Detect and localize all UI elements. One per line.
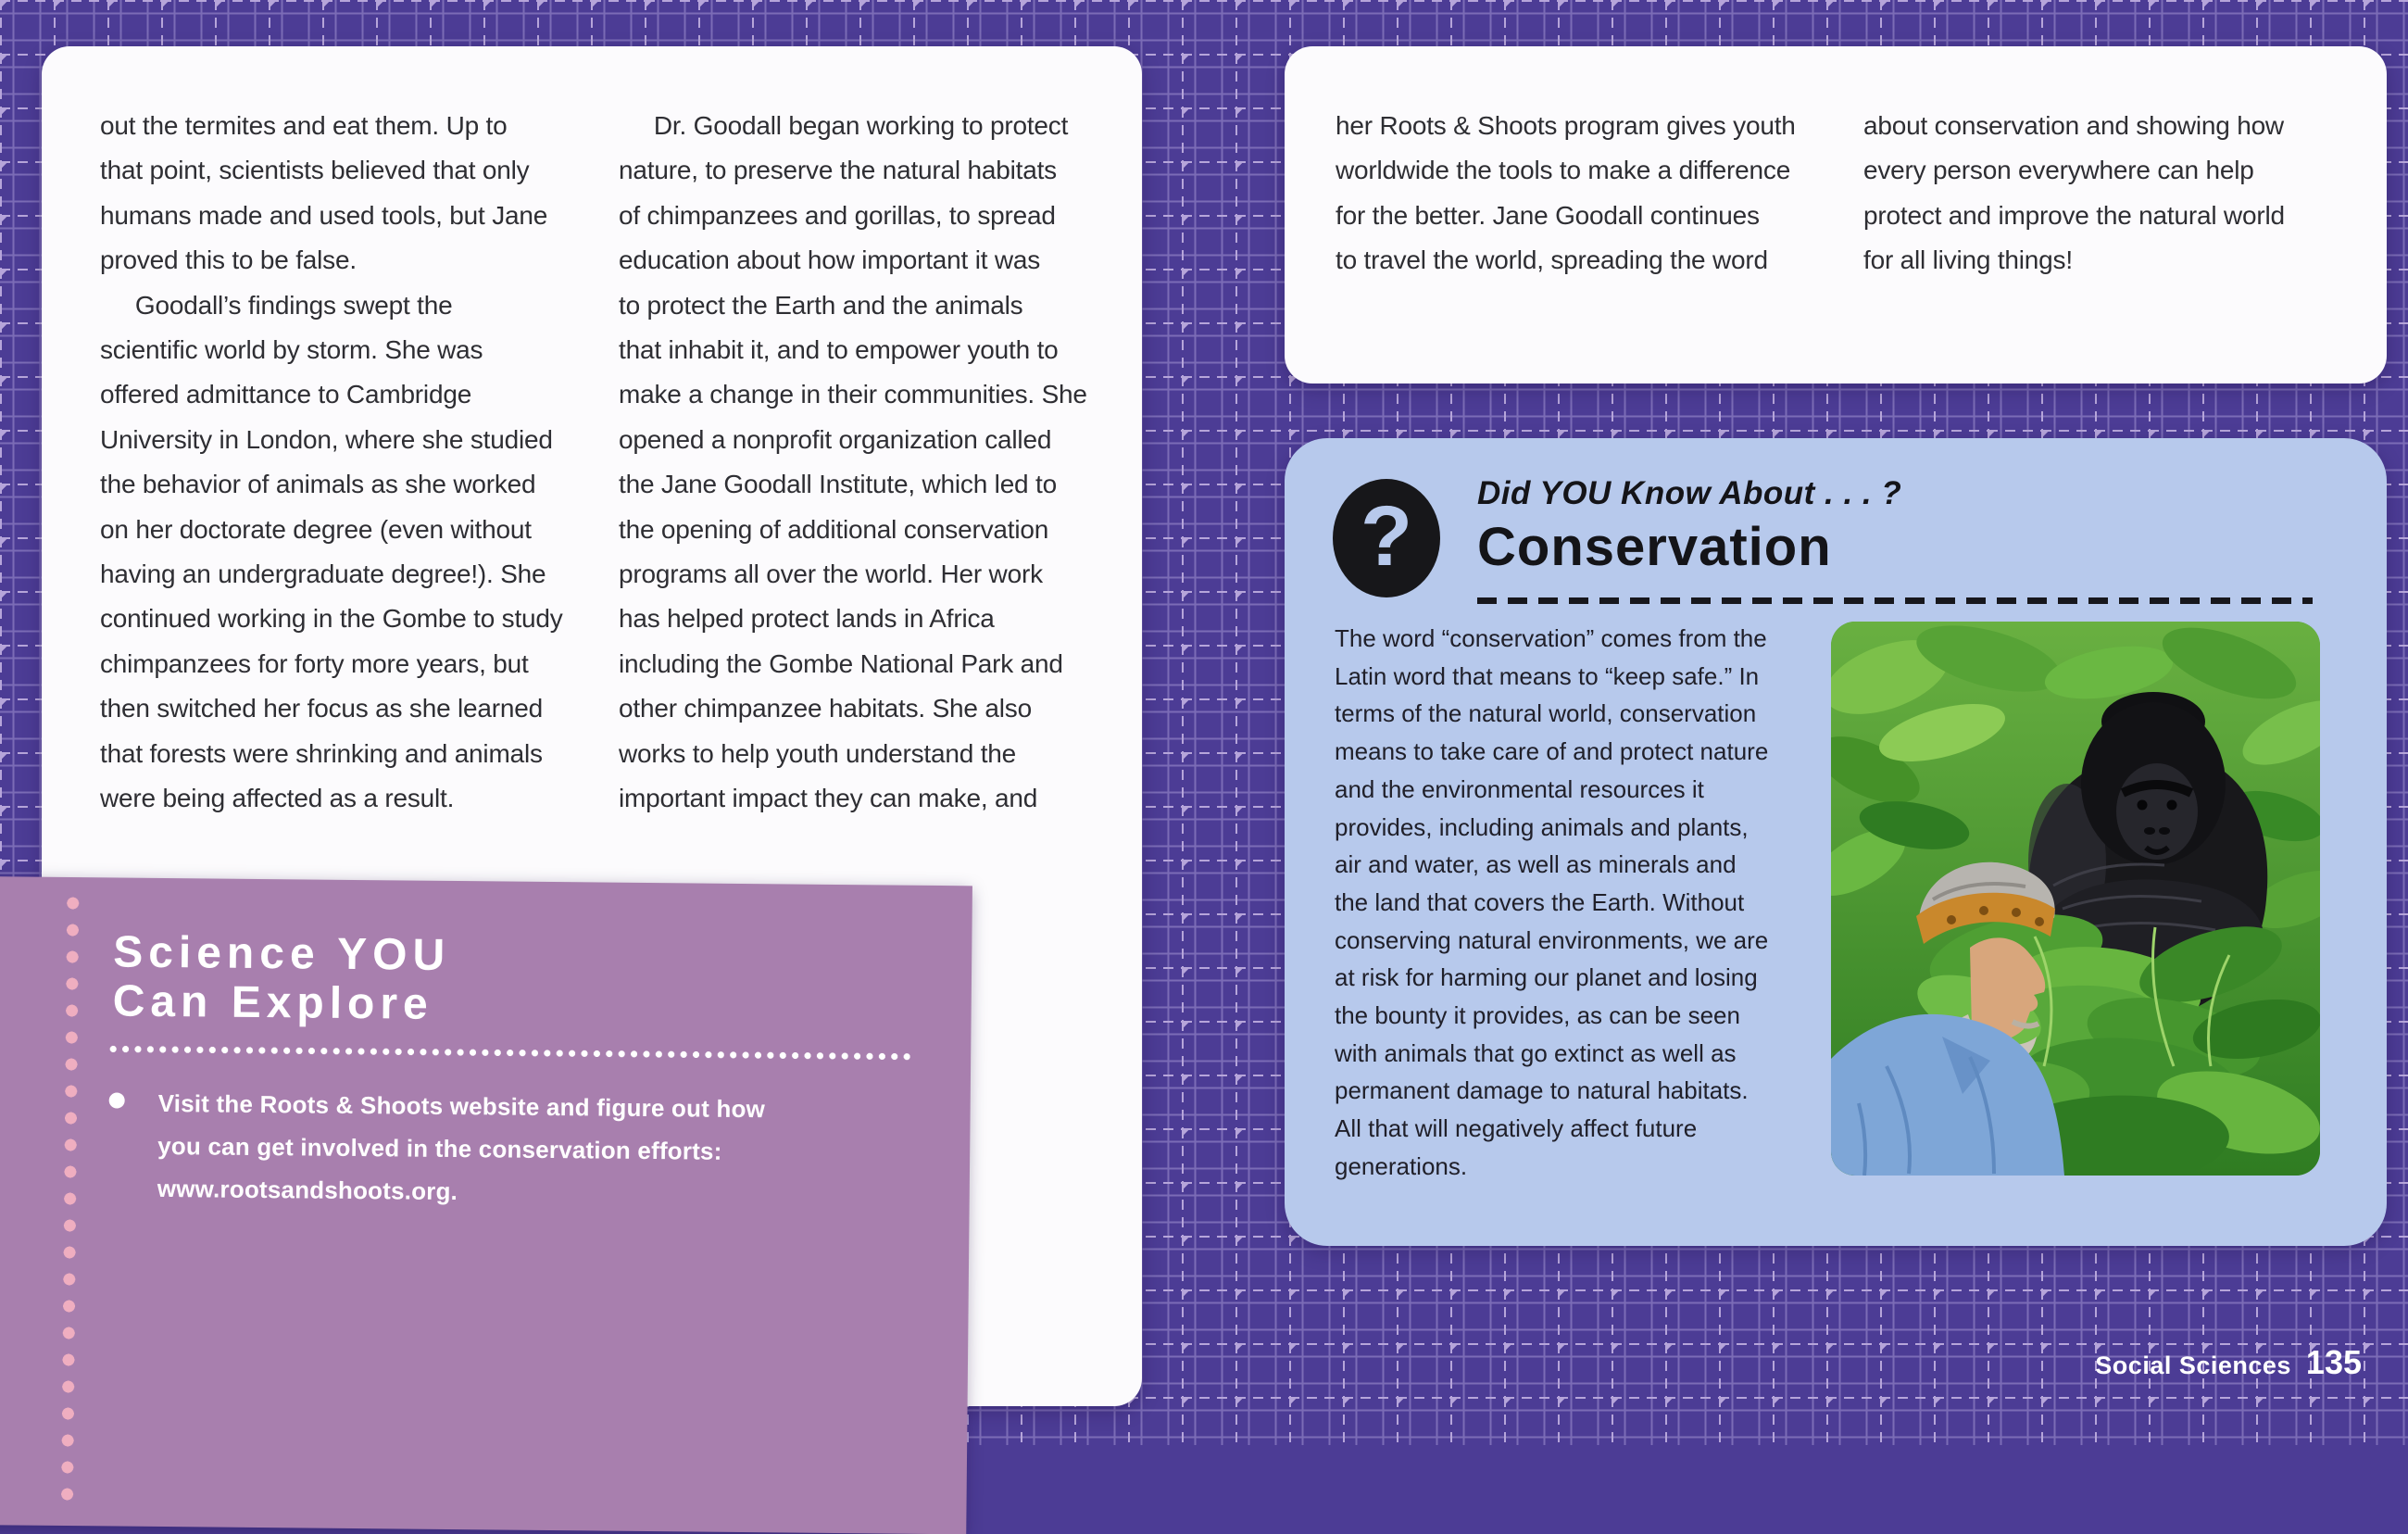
text-line: then switched her focus as she learned (100, 694, 544, 723)
text-line: offered admittance to Cambridge (100, 380, 472, 409)
text-line: having an undergraduate degree!). She (100, 560, 546, 589)
text-line: and the environmental resources it (1335, 774, 1704, 803)
footer-page-number: 135 (2305, 1343, 2362, 1381)
text-line: chimpanzees for forty more years, but (100, 648, 529, 678)
text-line: at risk for harming our planet and losing (1335, 963, 1758, 992)
text-line: www.rootsandshoots.org. (157, 1174, 458, 1206)
text-line: for the better. Jane Goodall continues (1336, 200, 1760, 230)
bullet-text (157, 1082, 766, 1215)
text-line: with animals that go extinct as well as (1335, 1038, 1737, 1067)
text-line: including the Gombe National Park and (619, 648, 1063, 678)
text-line: the behavior of animals as she worked (100, 470, 536, 499)
text-line: Science YOU (112, 927, 451, 980)
text-line: protect and improve the natural world (1863, 200, 2285, 230)
text-line: the bounty it provides, as can be seen (1335, 1001, 1740, 1030)
text-line: about conservation and showing how (1863, 111, 2284, 140)
left-text-column-2 (619, 104, 1087, 822)
text-line: Visit the Roots & Shoots website and figure out how (157, 1088, 766, 1124)
text-line: the Jane Goodall Institute, which led to (619, 470, 1057, 499)
pink-dot-column (57, 890, 83, 1502)
text-line: education about how important it was (619, 245, 1041, 275)
text-line: conserving natural environments, we are (1335, 925, 1769, 954)
text-line: proved this to be false. (100, 245, 357, 275)
right-text-column-2 (1863, 104, 2285, 283)
text-line: to protect the Earth and the animals (619, 290, 1023, 320)
conservation-body (1335, 620, 1768, 1186)
text-line: worldwide the tools to make a difference (1336, 156, 1791, 185)
white-dotted-rule (107, 1044, 915, 1061)
text-line: provides, including animals and plants, (1335, 812, 1749, 841)
text-line: you can get involved in the conservation efforts: (157, 1131, 722, 1165)
text-line: air and water, as well as minerals and (1335, 850, 1737, 879)
text-line: out the termites and eat them. Up to (100, 111, 508, 140)
right-page-card (1285, 46, 2387, 384)
text-line: to travel the world, spreading the word (1336, 245, 1768, 275)
bullet-icon (109, 1092, 125, 1108)
science-heading (112, 927, 450, 1028)
footer-section-label: Social Sciences (2095, 1352, 2291, 1379)
text-line: nature, to preserve the natural habitats (619, 156, 1057, 185)
text-line: that inhabit it, and to empower youth to (619, 335, 1059, 365)
text-line: terms of the natural world, conservation (1335, 699, 1757, 728)
text-line: for all living things! (1863, 245, 2073, 275)
text-line: continued working in the Gombe to study (100, 604, 563, 634)
text-line: make a change in their communities. She (619, 380, 1087, 409)
gorilla-photo (1831, 622, 2320, 1176)
text-line: All that will negatively affect future (1335, 1114, 1698, 1143)
text-line: Latin word that means to “keep safe.” In (1335, 661, 1760, 690)
right-text-column-1 (1336, 104, 1796, 283)
question-mark-icon (1333, 479, 1440, 597)
text-line: scientific world by storm. She was (100, 335, 483, 365)
text-line: programs all over the world. Her work (619, 560, 1043, 589)
text-line: the opening of additional conservation (619, 514, 1049, 544)
text-line: permanent damage to natural habitats. (1335, 1076, 1749, 1105)
text-line: her Roots & Shoots program gives youth (1336, 111, 1796, 140)
text-line: Goodall’s findings swept the (100, 290, 453, 320)
text-line: other chimpanzee habitats. She also (619, 694, 1032, 723)
text-line: that point, scientists believed that only (100, 156, 530, 185)
text-line: every person everywhere can help (1863, 156, 2254, 185)
text-line: the land that covers the Earth. Without (1335, 887, 1745, 916)
text-line: important impact they can make, and (619, 784, 1038, 813)
text-line: humans made and used tools, but Jane (100, 200, 548, 230)
black-dashed-rule (1477, 597, 2313, 604)
question-mark-glyph: ? (1360, 488, 1413, 584)
text-line: has helped protect lands in Africa (619, 604, 995, 634)
text-line: works to help youth understand the (619, 738, 1017, 768)
science-you-can-explore-card (0, 876, 972, 1534)
text-line: generations. (1335, 1151, 1468, 1180)
page-footer (2095, 1343, 2362, 1382)
text-line: that forests were shrinking and animals (100, 738, 543, 768)
conservation-title: Conservation (1477, 517, 1832, 577)
did-you-know-kicker: Did YOU Know About . . . ? (1477, 475, 1902, 511)
text-line: means to take care of and protect nature (1335, 737, 1769, 766)
bullet-item (108, 1081, 766, 1215)
text-line: on her doctorate degree (even without (100, 514, 532, 544)
text-line: opened a nonprofit organization called (619, 424, 1052, 454)
text-line: of chimpanzees and gorillas, to spread (619, 200, 1056, 230)
text-line: were being affected as a result. (100, 784, 455, 813)
text-line: The word “conservation” comes from the (1335, 624, 1767, 652)
text-line: Dr. Goodall began working to protect (619, 111, 1069, 140)
text-line: Can Explore (112, 976, 434, 1029)
text-line: University in London, where she studied (100, 424, 553, 454)
did-you-know-card (1285, 438, 2387, 1246)
left-text-column-1 (100, 104, 563, 822)
